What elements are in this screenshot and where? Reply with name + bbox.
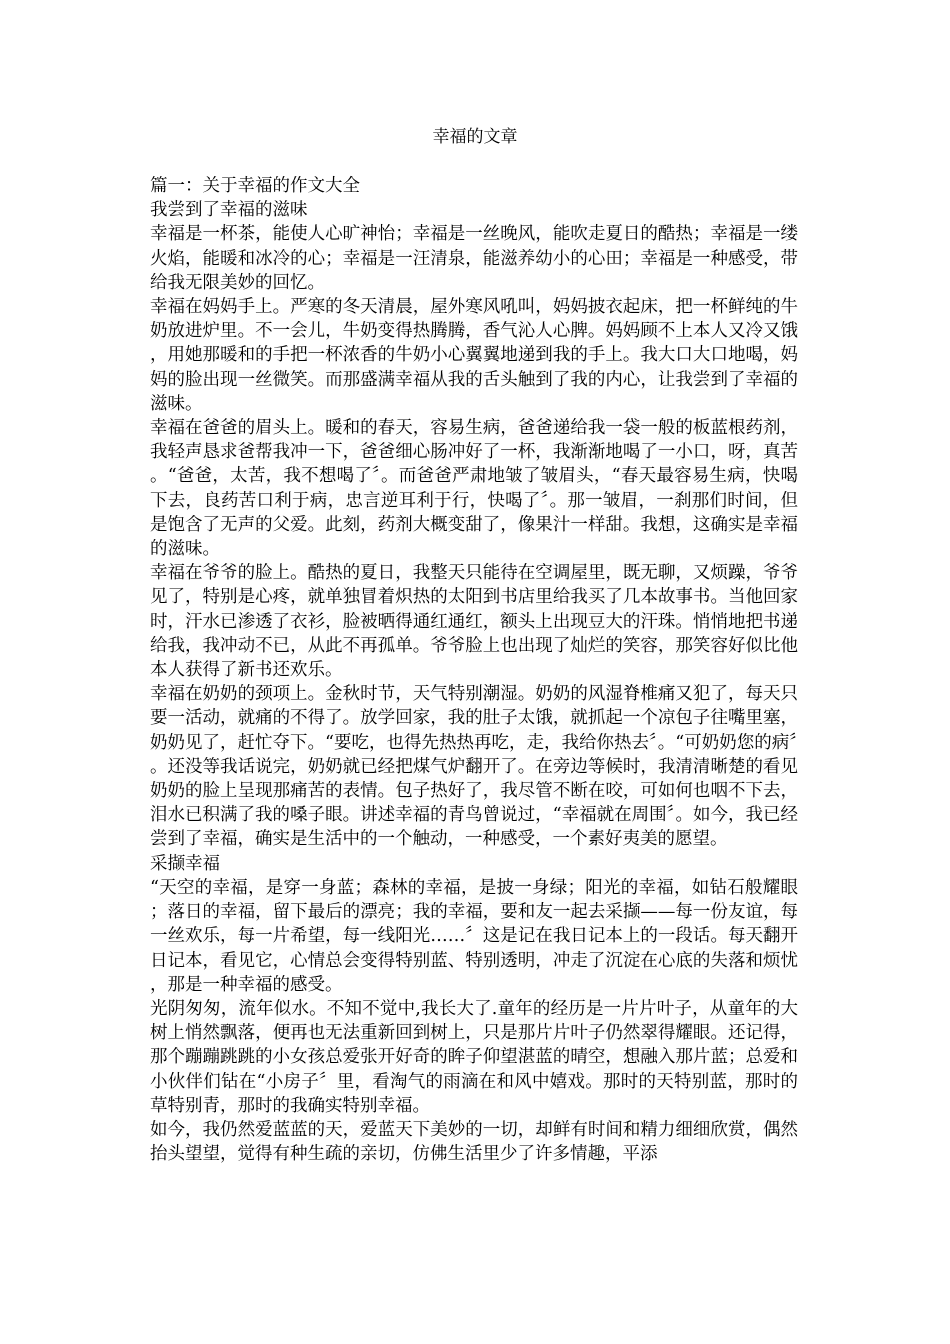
paragraph: 光阴匆匆，流年似水。不知不觉中,我长大了.童年的经历是一片片叶子，从童年的大树上悄然飘落，便再也无法重新回到树上，只是那片片叶子仍然翠得耀眼。还记得，那个蹦蹦跳跳的小女孩总爱张开好奇的眸子仰望湛蓝的晴空，想融入那片蓝；总爱和小伙伴们钻在“小房子〞里，看淘气的雨滴在和风中嬉戏。那时的天特别蓝，那时的草特别青，那时的我确实特别幸福。 xyxy=(150,998,798,1116)
paragraph: 幸福在妈妈手上。严寒的冬天清晨，屋外寒风吼叫，妈妈披衣起床，把一杯鲜纯的牛奶放进炉里。不一会儿，牛奶变得热腾腾，香气沁人心脾。妈妈顾不上本人又冷又饿，用她那暖和的手把一杯浓香的牛奶小心翼翼地递到我的手上。我大口大口地喝，妈妈的脸出现一丝微笑。而那盛满幸福从我的舌头触到了我的内心，让我尝到了幸福的滋味。 xyxy=(150,297,798,414)
paragraph: “天空的幸福，是穿一身蓝；森林的幸福，是披一身绿；阳光的幸福，如钻石般耀眼；落日的幸福，留下最后的漂亮；我的幸福，要和友一起去采撷——每一份友谊，每一丝欢乐，每一片希望，每一线阳光……〞这是记在我日记本上的一段话。每天翻开日记本，看见它，心情总会变得特别蓝、特别透明，冲走了沉淀在心底的失落和烦忧，那是一种幸福的感受。 xyxy=(150,877,798,995)
paragraph: 幸福在爸爸的眉头上。暖和的春天，容易生病，爸爸递给我一袋一般的板蓝根药剂，我轻声恳求爸帮我冲一下，爸爸细心肠冲好了一杯，我渐渐地喝了一小口，呀，真苦。“爸爸，太苦，我不想喝了〞。而爸爸严肃地皱了皱眉头，“春天最容易生病，快喝下去，良药苦口利于病，忠言逆耳利于行，快喝了〞。那一皱眉，一刹那们时间，但是饱含了无声的父爱。此刻，药剂大概变甜了，像果汁一样甜。我想，这确实是幸福的滋味。 xyxy=(150,418,798,560)
article-heading: 采撷幸福 xyxy=(150,853,220,874)
paragraph: 幸福在奶奶的颈项上。金秋时节，天气特别潮湿。奶奶的风湿脊椎痛又犯了，每天只要一活动，就痛的不得了。放学回家，我的肚子太饿，就抓起一个凉包子往嘴里塞，奶奶见了，赶忙夺下。“要吃，也得先热热再吃，走，我给你热去〞。“可奶奶您的病〞。还没等我话说完，奶奶就已经把煤气炉翻开了。在旁边等候时，我清清晰楚的看见奶奶的脸上呈现那痛苦的表情。包子热好了，我尽管不断在咬，可如何也咽不下去，泪水已积满了我的嗓子眼。讲述幸福的青鸟曾说过，“幸福就在周围〞。如今，我已经尝到了幸福，确实是生活中的一个触动，一种感受，一个素好夷美的愿望。 xyxy=(150,684,798,850)
document-title: 幸福的文章 xyxy=(432,127,518,147)
document-body xyxy=(150,174,798,1166)
paragraph: 幸福是一杯茶，能使人心旷神怡；幸福是一丝晚风，能吹走夏日的酷热；幸福是一缕火焰，能暖和冰冷的心；幸福是一汪清泉，能滋养幼小的心田；幸福是一种感受，带给我无限美妙的回忆。 xyxy=(150,224,798,293)
paragraph: 幸福在爷爷的脸上。酷热的夏日，我整天只能待在空调屋里，既无聊，又烦躁，爷爷见了，特别是心疼，就单独冒着炽热的太阳到书店里给我买了几本故事书。当他回家时，汗水已渗透了衣衫，脸被晒得通红通红，额头上出现豆大的汗珠。悄悄地把书递给我，我冲动不已，从此不再孤单。爷爷脸上也出现了灿烂的笑容，那笑容好似比他本人获得了新书还欢乐。 xyxy=(150,563,798,681)
article-heading: 我尝到了幸福的滋味 xyxy=(150,200,308,221)
paragraph: 如今，我仍然爱蓝蓝的天，爱蓝天下美妙的一切，却鲜有时间和精力细细欣赏，偶然抬头望望，觉得有种生疏的亲切，仿佛生活里少了许多情趣，平添 xyxy=(150,1119,798,1165)
section-heading: 篇一：关于幸福的作文大全 xyxy=(150,176,360,196)
